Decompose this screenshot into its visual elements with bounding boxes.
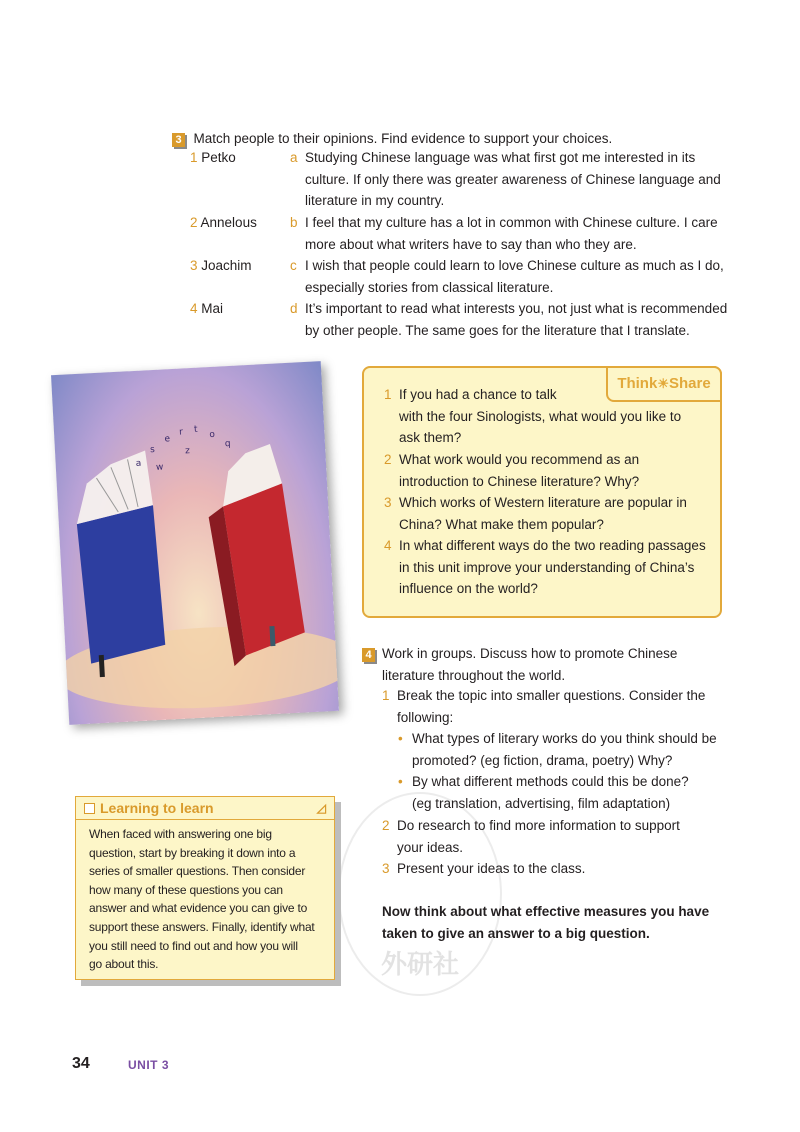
opinion-text: I wish that people could learn to love Chinese culture as much as I do, especially stories from classical literature.	[305, 258, 724, 295]
think-share-tag: Think☀Share	[606, 366, 722, 402]
unit-label: UNIT 3	[128, 1058, 170, 1072]
svg-text:a: a	[135, 458, 142, 469]
exercise-4-step: 2 Do research to find more information to support your ideas.	[382, 818, 680, 855]
exercise-4-header	[362, 643, 678, 683]
learning-to-learn-header	[76, 797, 334, 820]
person-name: Mai	[201, 301, 224, 316]
think-share-item: 2 What work would you recommend as an introduction to Chinese literature? Why?	[384, 452, 640, 489]
svg-text:q: q	[224, 439, 231, 450]
person-name: Joachim	[201, 258, 252, 273]
learning-to-learn-box	[75, 796, 335, 980]
opinion-letter: c	[290, 258, 297, 273]
books-illustration	[51, 361, 339, 725]
person-item: 4 Mai	[190, 301, 224, 316]
think-share-item: 3 Which works of Western literature are popular in China? What make them popular?	[384, 495, 687, 532]
exercise-4-instruction: Work in groups. Discuss how to promote Chinese literature throughout the world.	[382, 646, 678, 683]
page-number: 34	[72, 1055, 90, 1072]
exercise-4-bullet: • By what different methods could this be done? (eg translation, advertising, film adaptation)	[398, 771, 728, 814]
svg-text:e: e	[164, 434, 171, 445]
exercise-number-badge: 3	[172, 133, 185, 147]
svg-text:s: s	[149, 444, 156, 456]
opinion-letter: a	[290, 150, 298, 165]
corner-triangle-icon: ◿	[316, 801, 326, 815]
think-share-item: 4 In what different ways do the two reading passages in this unit improve your understanding of China’s influence on the world?	[384, 538, 706, 596]
learning-to-learn-title: Learning to learn	[100, 800, 214, 816]
svg-text:o: o	[209, 429, 216, 441]
svg-text:w: w	[155, 462, 164, 473]
person-item: 2 Annelous	[190, 215, 257, 230]
person-name: Annelous	[200, 215, 257, 230]
exercise-number-badge: 4	[362, 648, 375, 662]
bullet-dot-icon: •	[398, 774, 403, 789]
publisher-watermark: 外研社	[338, 792, 502, 996]
flying-books-art	[51, 361, 339, 725]
opinion-text: Studying Chinese language was what first got me interested in its culture. If only there was greater awareness of Chinese language and literature in my country.	[305, 150, 721, 208]
svg-text:r: r	[178, 427, 184, 438]
think-share-item: 1 If you had a chance to talk with the four Sinologists, what would you like to ask them?	[384, 387, 682, 445]
think-share-box	[362, 366, 722, 618]
svg-text:t: t	[193, 424, 198, 435]
exercise-4-step: 1 Break the topic into smaller questions. Consider the following:	[382, 688, 706, 725]
opinion-text: I feel that my culture has a lot in common with Chinese culture. I care more about what writers have to say than who they are.	[305, 215, 718, 252]
checkbox-square-icon	[84, 803, 95, 814]
exercise-4-step: 3 Present your ideas to the class.	[382, 861, 586, 876]
opinion-letter: b	[290, 215, 298, 230]
person-item: 1 Petko	[190, 150, 236, 165]
exercise-3-instruction: Match people to their opinions. Find evidence to support your choices.	[193, 131, 613, 146]
person-item: 3 Joachim	[190, 258, 252, 273]
exercise-3-header	[172, 129, 612, 149]
lightbulb-icon: ☀	[657, 376, 669, 391]
svg-text:z: z	[184, 446, 191, 457]
exercise-4-bullet: • What types of literary works do you think should be promoted? (eg fiction, drama, poetry) Why?	[398, 728, 728, 771]
exercise-4-closing: Now think about what effective measures you have taken to give an answer to a big question.	[382, 904, 710, 941]
opinion-letter: d	[290, 301, 298, 316]
person-name: Petko	[201, 150, 236, 165]
opinion-text: It’s important to read what interests you, not just what is recommended by other people. The same goes for the literature that I translate.	[305, 301, 728, 338]
bullet-dot-icon: •	[398, 731, 403, 746]
learning-to-learn-text: When faced with answering one big question, start by breaking it down into a series of smaller questions. Then consider how many of these questions you can answer and what evidence you can give to support these answers. Finally, identify what you still need to find out and how you will go about this.	[89, 827, 315, 972]
